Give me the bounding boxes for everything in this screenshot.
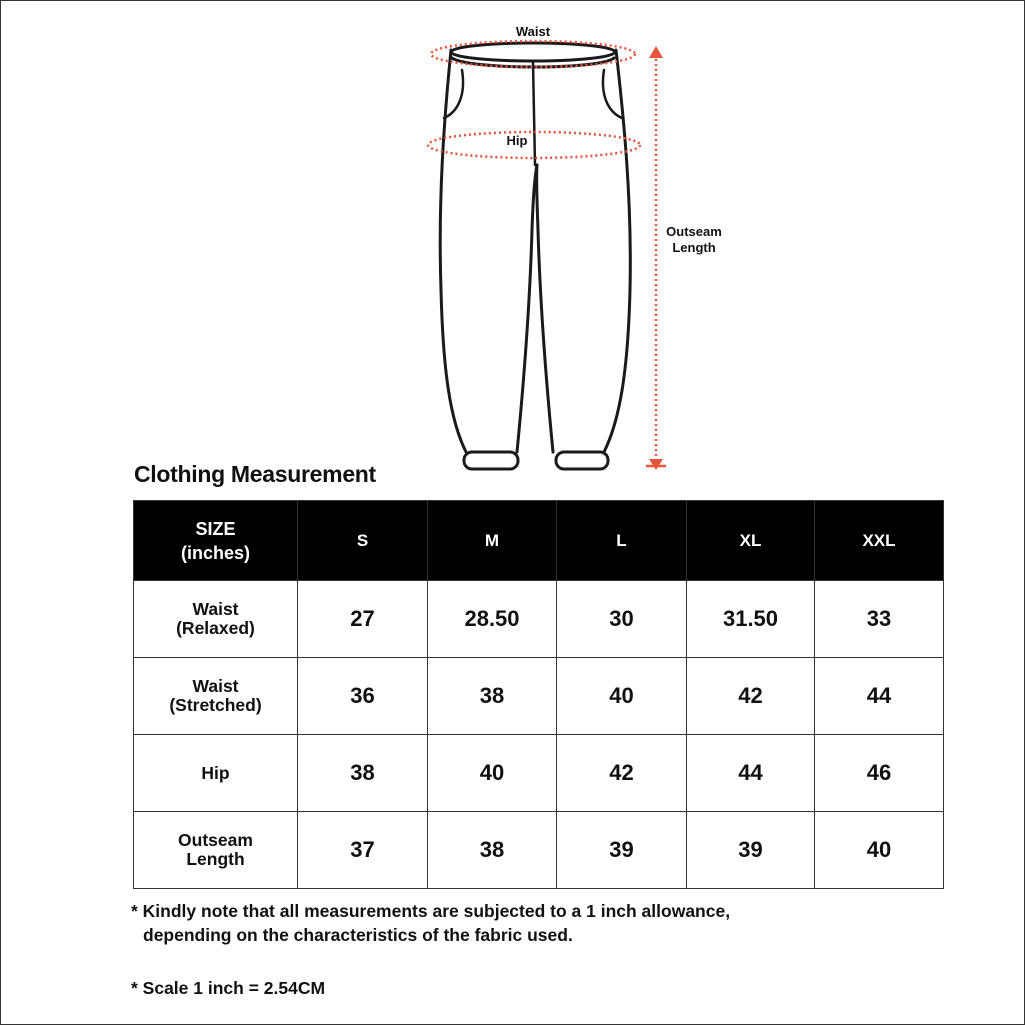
row-label-line1: Outseam xyxy=(178,830,253,850)
outseam-label xyxy=(660,224,728,256)
row-label xyxy=(134,658,298,735)
table-cell: 28.50 xyxy=(428,581,557,658)
size-column-header: XXL xyxy=(815,501,944,581)
allowance-note xyxy=(131,899,730,947)
size-header-cell xyxy=(134,501,298,581)
size-header-line1: SIZE xyxy=(195,518,236,539)
table-row xyxy=(134,735,944,812)
right-leg-inner xyxy=(537,165,553,452)
size-column-header: M xyxy=(428,501,557,581)
hip-label: Hip xyxy=(506,133,528,148)
allowance-note-line2: depending on the characteristics of the fabric used. xyxy=(143,925,573,945)
table-row xyxy=(134,581,944,658)
table-cell: 44 xyxy=(687,735,815,812)
row-label-line1: Waist xyxy=(192,599,239,619)
allowance-note-line1: * Kindly note that all measurements are subjected to a 1 inch allowance, xyxy=(131,901,731,921)
table-cell: 40 xyxy=(428,735,557,812)
scale-note: * Scale 1 inch = 2.54CM xyxy=(131,978,326,998)
table-cell: 38 xyxy=(298,735,428,812)
row-label-line1: Waist xyxy=(192,676,239,696)
outseam-arrow-top xyxy=(649,46,663,58)
table-header-row xyxy=(134,501,944,581)
table-cell: 37 xyxy=(298,812,428,889)
row-label xyxy=(134,812,298,889)
row-label xyxy=(134,735,298,812)
table-row xyxy=(134,812,944,889)
size-column-header: L xyxy=(557,501,687,581)
size-column-header: S xyxy=(298,501,428,581)
table-cell: 39 xyxy=(557,812,687,889)
row-label-line2: Length xyxy=(186,849,245,869)
table-cell: 36 xyxy=(298,658,428,735)
table-cell: 42 xyxy=(687,658,815,735)
table-cell: 44 xyxy=(815,658,944,735)
chart-title: Clothing Measurement xyxy=(134,461,376,487)
row-label-line2: (Stretched) xyxy=(169,695,262,715)
row-label-line1: Hip xyxy=(201,762,230,783)
right-leg-outline xyxy=(604,50,630,452)
table-cell: 46 xyxy=(815,735,944,812)
table-cell: 40 xyxy=(815,812,944,889)
row-label xyxy=(134,581,298,658)
table-cell: 27 xyxy=(298,581,428,658)
pants-diagram xyxy=(0,0,1025,480)
waistband-outline xyxy=(451,43,615,61)
table-cell: 40 xyxy=(557,658,687,735)
table-cell: 38 xyxy=(428,812,557,889)
size-column-header: XL xyxy=(687,501,815,581)
table-cell: 30 xyxy=(557,581,687,658)
table-cell: 31.50 xyxy=(687,581,815,658)
center-seam xyxy=(533,62,535,165)
waist-label: Waist xyxy=(515,24,551,39)
row-label-line2: (Relaxed) xyxy=(176,618,255,638)
left-cuff xyxy=(464,452,518,469)
left-leg-inner xyxy=(517,165,537,452)
outseam-arrow-bottom xyxy=(649,459,663,470)
size-chart-table xyxy=(133,500,944,889)
outseam-label-line2: Length xyxy=(672,240,716,255)
outseam-label-line1: Outseam xyxy=(666,224,722,239)
table-cell: 33 xyxy=(815,581,944,658)
size-header-line2: (inches) xyxy=(180,542,250,563)
table-cell: 42 xyxy=(557,735,687,812)
table-cell: 39 xyxy=(687,812,815,889)
table-cell: 38 xyxy=(428,658,557,735)
right-cuff xyxy=(556,452,608,469)
table-row xyxy=(134,658,944,735)
